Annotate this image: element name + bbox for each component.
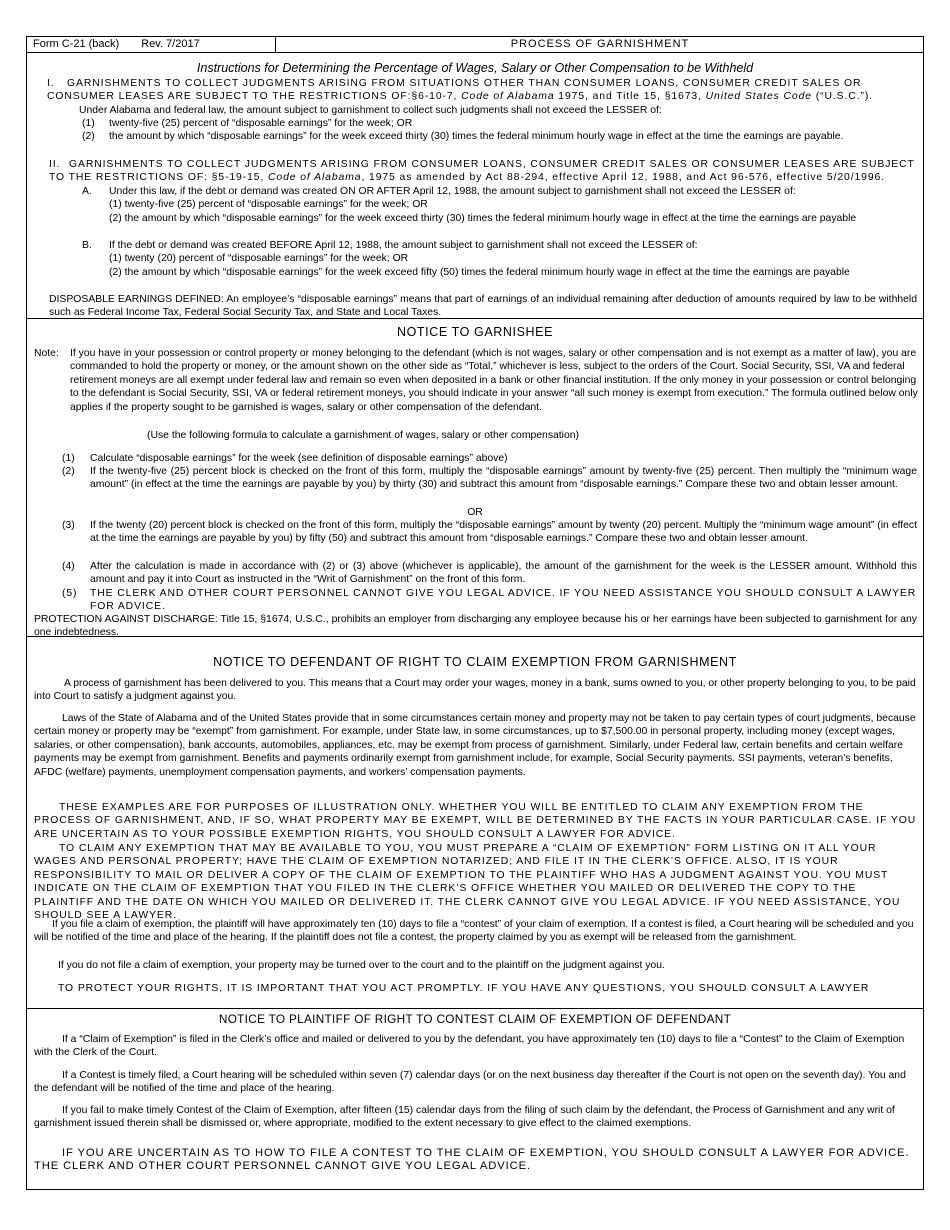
plaintiff-p3: If you fail to make timely Contest of the Claim of Exemption, after fifteen (15) calendar days from the filing of such claim by the defendant, the Process of Garnishment and any writ of garnishment issued therein shall be dismissed or, where appropriate, modified to the extent necessary to give effect to the claimed exemptions.	[34, 1105, 895, 1130]
form-revision: Rev. 7/2017	[141, 38, 200, 50]
section-II-heading-b: , 1975 as amended by Act 88-294, effective April 12, 1988, and Act 96-576, effective 5/20/1996.	[361, 172, 886, 184]
step-5-num: (5)	[62, 588, 78, 599]
garnishee-title: NOTICE TO GARNISHEE	[396, 325, 554, 339]
disposable-earnings-defined: DISPOSABLE EARNINGS DEFINED: An employee’s “disposable earnings” means that part of earnings of an individual remaining after deduction of amounts required by law to be withheld such as Federal Income Tax, Federal Social Security Tax, and State and Local Taxes.	[49, 294, 917, 319]
step-3	[62, 519, 917, 546]
section-II-A-num: A.	[82, 186, 92, 197]
step-1-text: Calculate “disposable earnings” for the week (see definition of disposable earnings” above)	[90, 453, 508, 464]
step-5-text: THE CLERK AND OTHER COURT PERSONNEL CANNOT GIVE YOU LEGAL ADVICE. IF YOU NEED ASSISTANCE YOU SHOULD CONSULT A LAWYER FOR ADVICE.	[90, 588, 917, 613]
step-2	[62, 465, 917, 492]
step-5	[62, 587, 917, 614]
section-II-A-item-1: (1) twenty-five (25) percent of “disposable earnings” for the week; OR	[109, 199, 428, 211]
defendant-p3: THESE EXAMPLES ARE FOR PURPOSES OF ILLUSTRATION ONLY. WHETHER YOU WILL BE ENTITLED TO CLAIM ANY EXEMPTION FROM THE PROCESS OF GARNISHMENT, AND, IF SO, WHAT PROPERTY MAY BE EXEMPT, WILL BE DETERMINED BY THE FACTS IN YOUR PARTICULAR CASE. IF YOU ARE UNCERTAIN AS TO YOUR POSSIBLE EXEMPTION RIGHTS, YOU SHOULD CONSULT A LAWYER FOR ADVICE.	[34, 802, 917, 840]
section-II-A	[82, 185, 917, 225]
section-I-item-1-num: (1)	[82, 118, 95, 129]
step-1-num: (1)	[62, 453, 75, 464]
formula-note: (Use the following formula to calculate a garnishment of wages, salary or other compensation)	[147, 430, 580, 441]
plaintiff-p1: If a “Claim of Exemption” is filed in the Clerk’s office and mailed or delivered to you by the defendant, you have approximately ten (10) days to file a “Contest” to the Claim of Exemption with the Clerk of the Court.	[34, 1034, 905, 1059]
garnishee-note	[34, 347, 918, 414]
section-I-heading-b: 1975, and Title 15, §1673,	[554, 91, 706, 103]
section-I-item-2-text: the amount by which “disposable earnings” for the week exceed thirty (30) times the federal minimum hourly wage in effect at the time the earnings are payable.	[109, 131, 844, 142]
instructions-title: Instructions for Determining the Percentage of Wages, Salary or Other Compensation to be Withheld	[196, 61, 754, 75]
step-4-text: After the calculation is made in accordance with (2) or (3) above (whichever is applicable), the amount of the garnishment for the week is the LESSER amount. Withhold this amount and pay it into Court as instructed in the “Writ of Garnishment” on the front of this form.	[90, 561, 917, 586]
defendant-title: NOTICE TO DEFENDANT OF RIGHT TO CLAIM EXEMPTION FROM GARNISHMENT	[213, 655, 737, 669]
form-id: Form C-21 (back)	[33, 38, 120, 50]
garnishee-note-label: Note:	[34, 348, 59, 359]
section-I-heading	[47, 77, 907, 104]
section-I-item-1-text: twenty-five (25) percent of “disposable earnings” for the week; OR	[109, 118, 413, 129]
section-II-heading	[49, 158, 917, 185]
section-II-B-num: B.	[82, 240, 92, 251]
garnishee-section	[27, 319, 923, 637]
section-II-B-intro: If the debt or demand was created BEFORE April 12, 1988, the amount subject to garnishment shall not exceed the LESSER of:	[109, 240, 698, 251]
protection-against-discharge: PROTECTION AGAINST DISCHARGE: Title 15, §1674, U.S.C., prohibits an employer from discharging any employee because his or her earnings have been subjected to garnishment for any one indebtedness.	[34, 614, 917, 639]
section-I-heading-a: GARNISHMENTS TO COLLECT JUDGMENTS ARISING FROM SITUATIONS OTHER THAN CONSUMER LOANS, CONSUMER CREDIT SALES OR CONSUMER LEASES ARE SUBJECT TO THE RESTRICTIONS OF:§6-10-7,	[47, 78, 862, 103]
defendant-p6: If you do not file a claim of exemption, your property may be turned over to the court and to the plaintiff on the judgment against you.	[58, 960, 665, 971]
plaintiff-p2: If a Contest is timely filed, a Court hearing will be scheduled within seven (7) calendar days (or on the next business day thereafter if the Court is not open on the seventh day). You and the defendant will be notified of the time and place of the hearing.	[34, 1070, 906, 1095]
form-title: PROCESS OF GARNISHMENT	[275, 37, 924, 52]
step-4-num: (4)	[62, 561, 75, 572]
section-II-B	[82, 239, 917, 279]
section-II-A-item-2: (2) the amount by which “disposable earnings” for the week exceed thirty (30) times the federal minimum hourly wage in effect at the time the earnings are payable	[109, 212, 857, 224]
section-I-cite1: Code of Alabama	[461, 91, 555, 103]
section-I-item-2	[82, 130, 917, 143]
step-4	[62, 560, 917, 587]
step-2-text: If the twenty-five (25) percent block is checked on the front of this form, multiply the “disposable earnings” amount by twenty-five (25) percent. Then multiply the “minimum wage amount” (in effect at the time the earnings are payable by you) by thirty (30) and subtract this amount from “disposable earnings.” Compare these two and obtain lesser amount.	[90, 466, 917, 491]
plaintiff-p4: IF YOU ARE UNCERTAIN AS TO HOW TO FILE A CONTEST TO THE CLAIM OF EXEMPTION, YOU SHOULD CONSULT A LAWYER FOR ADVICE. THE CLERK AND OTHER COURT PERSONNEL CANNOT GIVE YOU LEGAL ADVICE.	[34, 1147, 910, 1173]
section-I-num: I.	[47, 78, 55, 89]
or-divider: OR	[467, 507, 483, 518]
defendant-p1: A process of garnishment has been delivered to you. This means that a Court may order your wages, money in a bank, sums owned to you, or other property belonging to you, to be paid into Court to satisfy a judgment against you.	[34, 678, 916, 703]
section-I-cite2: United States Code	[705, 91, 812, 103]
step-2-num: (2)	[62, 466, 75, 477]
section-II-heading-a: GARNISHMENTS TO COLLECT JUDGMENTS ARISING FROM CONSUMER LOANS, CONSUMER CREDIT SALES OR CONSUMER LEASES ARE SUBJECT TO THE RESTRICTIONS OF: §5-19-15,	[49, 159, 915, 184]
defendant-p7: TO PROTECT YOUR RIGHTS, IT IS IMPORTANT THAT YOU ACT PROMPTLY. IF YOU HAVE ANY QUESTIONS, YOU SHOULD CONSULT A LAWYER	[58, 983, 870, 994]
defendant-p2: Laws of the State of Alabama and of the United States provide that in some circumstances certain money and property may not be taken to pay certain types of court judgments, because certain money or property may be “exempt” from garnishment. For example, under State law, in some circumstances, up to $7,500.00 in personal property, including money (except wages, salaries, or other compensation), bank accounts, automobiles, appliances, etc. may be exempt from process of garnishment. Similarly, under Federal law, certain benefits and certain welfare payments may be exempt from garnishment. Benefits and payments ordinarily exempt from garnishment include, for example, Social Security payments. SSI payments, veteran’s benefits, AFDC (welfare) payments, unemployment compensation payments, and workers’ compensation payments.	[34, 713, 916, 778]
plaintiff-section	[27, 1009, 923, 1189]
garnishee-note-text: If you have in your possession or control property or money belonging to the defendant (which is not wages, salary or other compensation and is not exempt as a matter of law), you are commanded to hold the property or money, or the amount shown on the other side as “Total,” whichever is less, subject to the orders of the Court. Social Security, SSI, VA and federal retirement moneys are all exempt under federal law and remain so even when deposited in a bank or other financial institution. If the only money in your possession or control belonging to the defendant is Social Security, SSI, VA or federal retirement moneys, you should indicate in your answer “all such money is exempt from execution.” The formula outlined below only applies if the property sought to be garnished is wages, salary or other compensation of the defendant.	[70, 348, 918, 413]
section-II-A-intro: Under this law, if the debt or demand was created ON OR AFTER April 12, 1988, the amount subject to garnishment shall not exceed the LESSER of:	[109, 186, 796, 197]
defendant-p5: If you file a claim of exemption, the plaintiff will have approximately ten (10) days to file a “contest” of your claim of exemption. If a contest is filed, a Court hearing will be scheduled and you will be notified of the time and place of the hearing. If the plaintiff does not file a contest, the property claimed by you as exempt will be released from the garnishment.	[34, 919, 914, 944]
section-I-item-2-num: (2)	[82, 131, 95, 142]
defendant-section	[27, 637, 923, 1009]
section-II-B-item-2: (2) the amount by which “disposable earnings” for the week exceed fifty (50) times the federal minimum hourly wage in effect at the time the earnings are payable	[109, 266, 850, 278]
instructions-section	[27, 53, 923, 319]
form-header	[27, 37, 923, 53]
step-1	[62, 452, 917, 465]
section-II-num: II.	[49, 159, 61, 170]
section-II-cite: Code of Alabama	[268, 172, 362, 184]
plaintiff-title: NOTICE TO PLAINTIFF OF RIGHT TO CONTEST CLAIM OF EXEMPTION OF DEFENDANT	[218, 1012, 732, 1026]
section-II-B-item-1: (1) twenty (20) percent of “disposable earnings” for the week; OR	[109, 253, 409, 265]
section-I-item-1	[82, 117, 917, 130]
section-I-intro: Under Alabama and federal law, the amount subject to garnishment to collect such judgments shall not exceed the LESSER of:	[79, 105, 662, 116]
form-id-block	[33, 38, 222, 50]
form-c21-back	[26, 36, 924, 1190]
step-3-num: (3)	[62, 520, 75, 531]
section-I-heading-c: (“U.S.C.”).	[811, 91, 873, 103]
step-3-text: If the twenty (20) percent block is checked on the front of this form, multiply the “disposable earnings” amount by twenty (20) percent. Multiply the “minimum wage amount” (in effect at the time the earnings are payable by you) by fifty (50) and subtract this amount from “disposable earnings.” Compare these two and obtain lesser amount.	[90, 520, 917, 545]
defendant-p4: TO CLAIM ANY EXEMPTION THAT MAY BE AVAILABLE TO YOU, YOU MUST PREPARE A “CLAIM OF EXEMPTION” FORM LISTING ON IT ALL YOUR WAGES AND PERSONAL PROPERTY; HAVE THE CLAIM OF EXEMPTION NOTARIZED; AND FILE IT IN THE CLERK’S OFFICE. ALSO, IT IS YOUR RESPONSIBILITY TO MAIL OR DELIVER A COPY OF THE CLAIM OF EXEMPTION TO THE PLAINTIFF WHO HAS A JUDGMENT AGAINST YOU. YOU MUST INDICATE ON THE CLAIM OF EXEMPTION THAT YOU FILED IN THE CLERK’S OFFICE WHETHER YOU MAILED OR DELIVERED THE COPY TO THE PLAINTIFF AND THE DATE ON WHICH YOU MAILED OR DELIVERED IT. THE CLERK CANNOT GIVE YOU LEGAL ADVICE. IF YOU NEED ASSISTANCE, YOU SHOULD SEE A LAWYER.	[34, 843, 901, 922]
